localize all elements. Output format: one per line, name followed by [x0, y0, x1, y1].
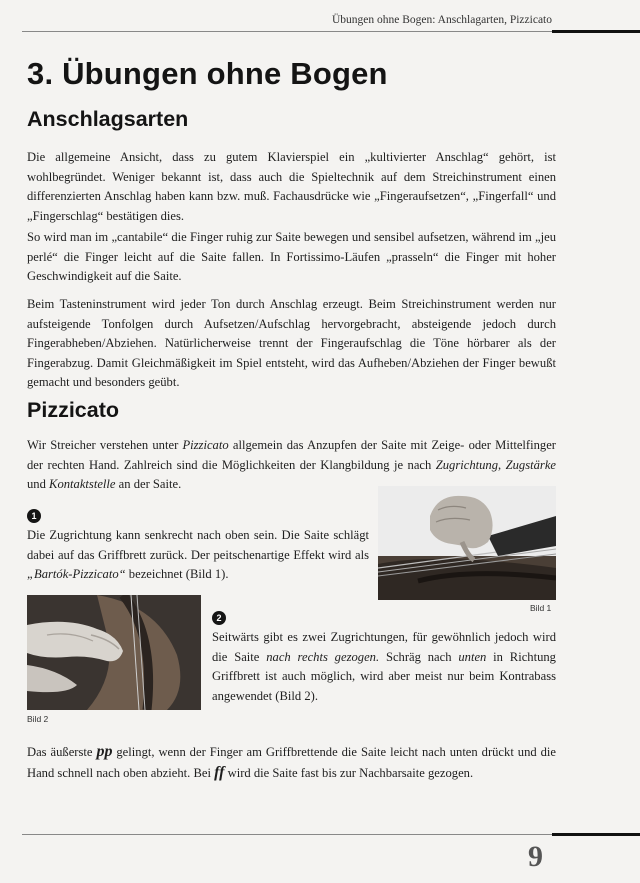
dynamic-mark-ff: ff [214, 763, 225, 781]
photo-illustration-1 [378, 486, 556, 600]
footer-rule [22, 834, 552, 835]
paragraph-pizzicato-intro: Wir Streicher verstehen unter Pizzicato allgemein das Anzupfen der Saite mit Zeige- oder Mittelfinger der rechten Hand. Zahlreich sind die Möglichkeiten der Klangbildung je nach Zugrichtung, Zugstärke und Kontaktstelle an der Saite. [27, 438, 556, 491]
footer-rule-accent [552, 833, 640, 836]
item-number-2: 2 [212, 611, 226, 625]
paragraph-anschlag-2: So wird man im „cantabile“ die Finger ruhig zur Saite bewegen und sensibel aufsetzen, während im „jeu perlé“ die Finger leicht auf die Saite fallen. In Fortissimo-Läufen „prasseln“ die Finger mit hoher Geschwindigkeit auf die Saite. [27, 230, 556, 283]
header-rule-accent [552, 30, 640, 33]
paragraph-item-2: Seitwärts gibt es zwei Zugrichtungen, für gewöhnlich jedoch wird die Saite nach rechts gezogen. Schräg nach unten in Richtung Griffbrett ist auch möglich, wird aber meist nur beim Kontrabass angewendet (Bild 2). [212, 630, 556, 703]
caption-bild-2: Bild 2 [27, 714, 49, 724]
section-heading-pizzicato: Pizzicato [27, 398, 119, 422]
paragraph-anschlag-3: Beim Tasteninstrument wird jeder Ton durch Anschlag erzeugt. Beim Streichinstrument werden nur aufsteigende Tonfolgen durch Aufsetzen/Aufschlag hervorgebracht, absteigende jedoch durch Fingerabheben/Abziehen. Natürlicherweise trennt der Fingeraufschlag die Töne hörbarer als der Fingerabzug. Damit Gleichmäßigkeit im Spiel entsteht, wird das Aufheben/Abziehen der Finger bewußt gemacht und besonders geübt. [27, 297, 556, 389]
photo-illustration-2 [27, 595, 201, 710]
paragraph-item-1: Die Zugrichtung kann senkrecht nach oben sein. Die Saite schlägt dabei auf das Griffbrett zurück. Der peitschenartige Effekt wird als „Bartók-Pizzicato“ bezeichnet (Bild 1). [27, 528, 369, 581]
caption-bild-1: Bild 1 [530, 603, 552, 613]
header-rule [22, 31, 552, 32]
chapter-title: 3. Übungen ohne Bogen [27, 56, 388, 91]
page-number: 9 [528, 840, 543, 873]
dynamic-mark-pp: pp [96, 743, 113, 760]
running-header: Übungen ohne Bogen: Anschlagarten, Pizzicato [331, 14, 552, 26]
paragraph-anschlag-1: Die allgemeine Ansicht, dass zu gutem Klavierspiel ein „kultivierter Anschlag“ gehört, ist wohlbegründet. Weniger bekannt ist, dass auch die Spieltechnik auf dem Streichinstrument einen differenzierten Anschlag haben kann bzw. muß. Fachausdrücke wie „Fingeraufsetzen“, „Fingerfall“ und „Fingerschlag“ bestätigen dies. [27, 150, 556, 223]
photo-bartok-pizzicato [378, 486, 556, 600]
item-number-1: 1 [27, 509, 41, 523]
paragraph-dynamics: Das äußerste pp gelingt, wenn der Finger am Griffbrettende die Saite leicht nach unten drückt und die Hand schnell nach oben abzieht. Bei ff wird die Saite fast bis zur Nachbarsaite gezogen. [27, 743, 556, 781]
section-heading-anschlagsarten: Anschlagsarten [27, 107, 189, 131]
photo-side-pizzicato [27, 595, 201, 710]
